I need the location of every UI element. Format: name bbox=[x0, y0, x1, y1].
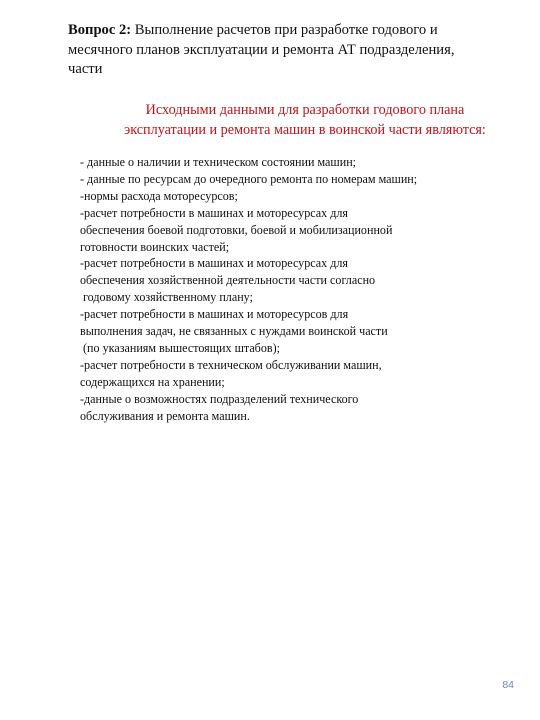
section-subtitle bbox=[70, 101, 540, 140]
list-line: -расчет потребности в техническом обслуживании машин, bbox=[80, 357, 382, 372]
page-number: 84 bbox=[502, 679, 514, 691]
list-line: - данные по ресурсам до очередного ремонта по номерам машин; bbox=[80, 171, 418, 186]
question-line-1: Выполнение расчетов при разработке годового и bbox=[134, 22, 438, 38]
list-line: готовности воинских частей; bbox=[80, 239, 230, 254]
list-line: выполнения задач, не связанных с нуждами воинской части bbox=[80, 324, 388, 339]
list-line: - данные о наличии и техническом состоянии машин; bbox=[80, 155, 357, 169]
list-line: обслуживания и ремонта машин. bbox=[80, 408, 250, 423]
list-line: -расчет потребности в машинах и моторесурсов для bbox=[80, 307, 349, 322]
list-line: годовому хозяйственному плану; bbox=[80, 290, 253, 305]
list-line: -данные о возможностях подразделений технического bbox=[80, 391, 359, 406]
list-line: обеспечения боевой подготовки, боевой и мобилизационной bbox=[80, 222, 393, 237]
list-line: обеспечения хозяйственной деятельности части согласно bbox=[80, 273, 376, 288]
question-label: Вопрос 2: bbox=[68, 22, 132, 38]
list-line: -расчет потребности в машинах и моторесурсах для bbox=[80, 205, 348, 220]
list-line: -нормы расхода моторесурсов; bbox=[80, 188, 238, 203]
question-line-3: части bbox=[68, 61, 103, 77]
subtitle-line-2: эксплуатации и ремонта машин в воинской части являются: bbox=[124, 121, 486, 138]
list-line: (по указаниям вышестоящих штабов); bbox=[80, 340, 280, 355]
list-line: -расчет потребности в машинах и моторесурсах для bbox=[80, 256, 348, 271]
subtitle-line-1: Исходными данными для разработки годового плана bbox=[145, 102, 465, 118]
source-data-list bbox=[80, 154, 520, 425]
question-line-2: месячного планов эксплуатации и ремонта АТ подразделения, bbox=[68, 41, 455, 58]
question-heading bbox=[68, 21, 518, 80]
list-line: содержащихся на хранении; bbox=[80, 374, 225, 389]
